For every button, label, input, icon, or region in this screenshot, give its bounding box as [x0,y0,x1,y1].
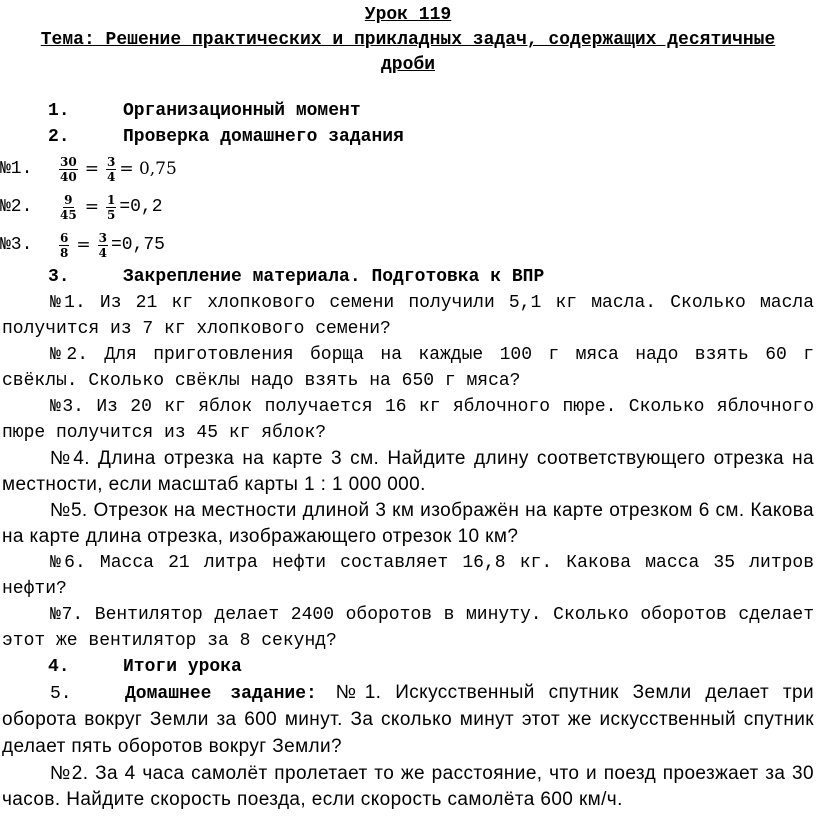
result: =0,2 [119,197,163,217]
task-1: №1. Из 21 кг хлопкового семени получили 5,1 кг масла. Сколько масла получится из 7 кг хлопкового семени? [2,293,814,339]
section-title: Проверка домашнего задания [123,127,404,147]
task-6: №6. Масса 21 литра нефти составляет 16,8 кг. Какова масса 35 литров нефти? [2,553,814,599]
item-label: №2. [0,197,33,217]
section-summary [0,654,816,680]
fraction [106,193,116,222]
numerator: 9 [64,192,73,207]
section-reinforcement [0,264,816,290]
task-3: №3. Из 20 кг яблок получается 16 кг яблочного пюре. Сколько яблочного пюре получится из 45 кг яблок? [2,397,814,443]
denominator: 45 [60,207,77,222]
section-title: Домашнее задание: [125,684,317,704]
homework-task-2: №2. За 4 часа самолёт пролетает то же расстояние, что и поезд проезжает за 30 часов. Найдите скорость поезда, если скорость самолёта 600 км/ч. [2,763,814,810]
numerator: 6 [60,230,69,245]
section-number: 2. [48,127,70,147]
lesson-title: Урок 119 [364,5,452,25]
numerator: 3 [106,154,116,169]
fraction [59,155,78,184]
fraction [98,231,108,260]
spacer [0,80,816,98]
task-5: №5. Отрезок на местности длиной 3 км изображён на карте отрезком 6 см. Какова на карте длина отрезка, изображающего отрезок 10 км? [2,500,814,547]
item-label: №3. [0,235,33,255]
lesson-topic: Тема: Решение практических и прикладных задач, содержащих десятичные дроби [40,30,776,75]
homework-check-item-3 [0,226,816,264]
section-organizational [0,98,816,124]
result: =0,75 [110,235,165,255]
task-2: №2. Для приготовления борща на каждые 100 г мяса надо взять 60 г свёклы. Сколько свёклы надо взять на 650 г мяса? [2,345,814,391]
section-homework [0,680,816,761]
equals-sign: = [84,159,99,179]
section-number: 3. [48,267,70,287]
equals-sign: = [76,235,91,255]
denominator: 40 [60,169,77,184]
fraction [59,193,78,222]
equals-sign: = [84,197,99,217]
numerator: 30 [60,154,77,169]
section-homework-check [0,124,816,150]
section-title: Организационный момент [123,101,361,121]
denominator: 4 [98,245,107,260]
denominator: 5 [106,207,116,222]
numerator: 1 [106,192,116,207]
fraction [106,155,116,184]
section-title: Итоги урока [123,657,242,677]
homework-check-item-2 [0,188,816,226]
fraction [59,231,69,260]
task-4: №4. Длина отрезка на карте 3 см. Найдите длину соответствующего отрезка на местности, если масштаб карты 1 : 1 000 000. [2,448,814,495]
item-label: №1. [0,159,33,179]
denominator: 8 [60,245,69,260]
homework-check-item-1 [0,150,816,188]
section-number: 4. [48,657,70,677]
numerator: 3 [98,230,107,245]
section-title: Закрепление материала. Подготовка к ВПР [123,267,545,287]
section-number: 5. [50,684,72,704]
result: = 0,75 [119,159,177,179]
homework-task-1: №1. Искусственный спутник Земли делает три оборота вокруг Земли за 600 минут. За сколько минут этот же искусственный спутник делает пять оборотов вокруг Земли? [2,682,814,757]
denominator: 4 [106,169,116,184]
task-7: №7. Вентилятор делает 2400 оборотов в минуту. Сколько оборотов сделает этот же вентилятор за 8 секунд? [2,605,814,651]
section-number: 1. [48,101,70,121]
